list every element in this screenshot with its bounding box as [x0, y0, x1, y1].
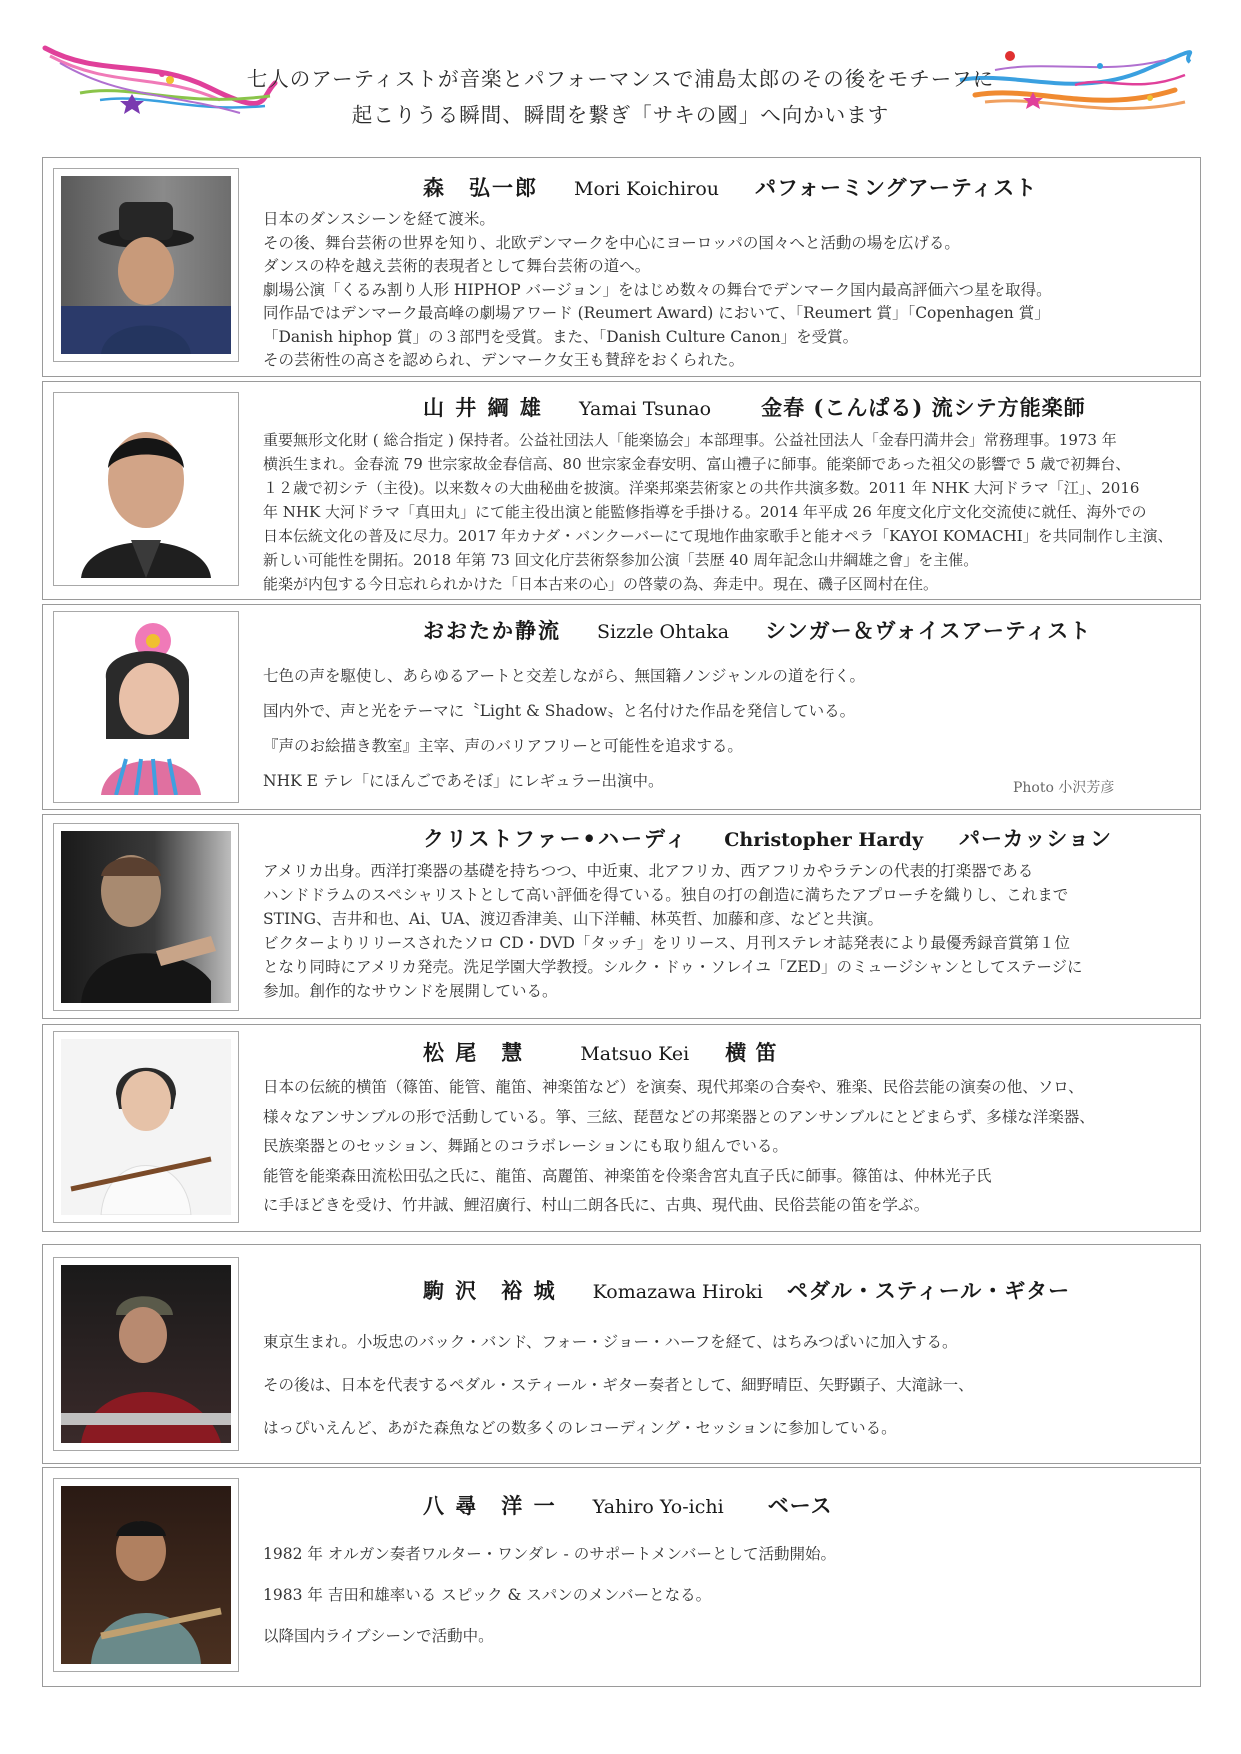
artist-card-hardy	[42, 814, 1201, 1019]
artist-card-mori	[42, 157, 1201, 377]
artist-bio	[263, 659, 865, 799]
artist-photo-frame	[53, 611, 239, 803]
artist-name-jp: 駒 沢 裕 城	[423, 1278, 557, 1303]
artist-title-row	[423, 1275, 1070, 1305]
artist-bio	[263, 859, 1083, 1003]
artist-photo-frame	[53, 1257, 239, 1451]
header	[0, 0, 1241, 150]
artist-name-jp: クリストファー•ハーディ	[423, 826, 689, 851]
artist-role: 金春 (こんぱる) 流シテ方能楽師	[761, 395, 1086, 420]
bio-line: 民族楽器とのセッション、舞踊とのコラボレーションにも取り組んでいる。	[263, 1137, 788, 1155]
artist-name-jp: おおたか静流	[423, 618, 561, 643]
artist-name-jp: 松 尾 慧	[423, 1040, 525, 1065]
bio-line: 年 NHK 大河ドラマ「真田丸」にて能主役出演と能監修指導を手掛ける。2014 年平成 26 年度文化庁文化交流使に就任、海外での	[263, 503, 1147, 521]
bio-line: 以降国内ライブシーンで活動中。	[263, 1627, 494, 1645]
artist-name-en: Komazawa Hiroki	[592, 1281, 763, 1303]
bio-line: 能楽が内包する今日忘れられかけた「日本古来の心」の啓蒙の為、奔走中。現在、磯子区岡村在住。	[263, 575, 939, 593]
bio-line: 重要無形文化財 ( 総合指定 ) 保持者。公益社団法人「能楽協会」本部理事。公益社団法人「金春円満井会」常務理事。1973 年	[263, 431, 1117, 449]
bio-line: に手ほどきを受け、竹井誠、鯉沼廣行、村山二朗各氏に、古典、現代曲、民俗芸能の笛を学ぶ。	[263, 1196, 930, 1214]
artist-bio	[263, 1321, 974, 1450]
artist-title-row	[423, 172, 1037, 202]
artist-bio	[263, 1073, 1095, 1221]
header-line-2: 起こりうる瞬間、瞬間を繋ぎ「サキの國」へ向かいます	[351, 103, 890, 127]
artist-photo-frame	[53, 392, 239, 586]
bio-line: 1982 年 オルガン奏者ワルター・ワンダレ - のサポートメンバーとして活動開始。	[263, 1545, 836, 1563]
bio-line: 1983 年 吉田和雄率いる スピック & スパンのメンバーとなる。	[263, 1586, 712, 1604]
bio-line: 七色の声を駆使し、あらゆるアートと交差しながら、無国籍ノンジャンルの道を行く。	[263, 667, 866, 685]
artist-photo-frame	[53, 1031, 239, 1223]
bio-line: 横浜生まれ。金春流 79 世宗家故金春信高、80 世宗家金春安明、富山禮子に師事。能楽師であった祖父の影響で 5 歳で初舞台、	[263, 455, 1131, 473]
artist-title-row	[423, 392, 1086, 422]
bio-line: ビクターよりリリースされたソロ CD・DVD「タッチ」をリリース、月刊ステレオ誌発表により最優秀録音賞第１位	[263, 934, 1070, 952]
bio-line: 国内外で、声と光をテーマに〝Light & Shadow〟と名付けた作品を発信している。	[263, 702, 856, 720]
artist-title-row	[423, 615, 1091, 645]
bio-line: 『声のお絵描き教室』主宰、声のバリアフリーと可能性を追求する。	[263, 737, 743, 755]
bio-line: アメリカ出身。西洋打楽器の基礎を持ちつつ、中近東、北アフリカ、西アフリカやラテンの代表的打楽器である	[263, 862, 1034, 880]
bio-line: その後、舞台芸術の世界を知り、北欧デンマークを中心にヨーロッパの国々へと活動の場を広げる。	[263, 233, 960, 252]
artist-photo-yamai	[61, 400, 231, 578]
artist-name-en: Sizzle Ohtaka	[597, 621, 730, 643]
artist-title-row	[423, 1490, 833, 1520]
bio-line: ダンスの枠を越え芸術的表現者として舞台芸術の道へ。	[263, 257, 651, 275]
bio-line: 様々なアンサンブルの形で活動している。箏、三絃、琵琶などの邦楽器とのアンサンブルにとどまらず、多様な洋楽器、	[263, 1107, 1095, 1126]
artist-photo-hardy	[61, 831, 231, 1003]
artist-role: パフォーミングアーティスト	[755, 175, 1038, 200]
bio-line: その後は、日本を代表するペダル・スティール・ギター奏者として、細野晴臣、矢野顕子、大滝詠一、	[263, 1376, 974, 1394]
artist-title-row	[423, 1037, 778, 1067]
artist-photo-yahiro	[61, 1486, 231, 1664]
artist-photo-frame	[53, 168, 239, 362]
bio-line: 日本のダンスシーンを経て渡米。	[263, 210, 495, 228]
artist-role: ベース	[767, 1493, 833, 1518]
bio-line: ハンドドラムのスペシャリストとして高い評価を得ている。独自の打の創造に満ちたアプローチを織りし、これまで	[263, 886, 1069, 904]
bio-line: 東京生まれ。小坂忠のバック・バンド、フォー・ジョー・ハーフを経て、はちみつぱいに加入する。	[263, 1333, 958, 1351]
artist-name-en: Matsuo Kei	[580, 1043, 690, 1065]
bio-line: 日本伝統文化の普及に尽力。2017 年カナダ・バンクーバーにて現地作曲家歌手と能オペラ「KAYOI KOMACHI」を共同制作し主演、	[263, 527, 1173, 545]
artist-photo-ohtaka	[61, 619, 231, 795]
artist-role: ペダル・スティール・ギター	[786, 1278, 1071, 1303]
artist-photo-frame	[53, 1478, 239, 1672]
bio-line: となり同時にアメリカ発売。洗足学園大学教授。シルク・ドゥ・ソレイユ「ZED」のミュージシャンとしてステージに	[263, 958, 1083, 976]
artist-card-komazawa	[42, 1244, 1201, 1464]
bio-line: STING、吉井和也、Ai、UA、渡辺香津美、山下洋輔、林英哲、加藤和彦、などと共演。	[263, 910, 883, 928]
artist-name-jp: 森 弘一郎	[423, 175, 538, 200]
bio-line: 日本の伝統的横笛（篠笛、能管、龍笛、神楽笛など）を演奏、現代邦楽の合奏や、雅楽、民俗芸能の演奏の他、ソロ、	[263, 1078, 1084, 1096]
artist-name-en: Yahiro Yo-ichi	[592, 1496, 724, 1518]
artist-bio	[263, 428, 1173, 596]
bio-line: １２歳で初シテ（主役)。以来数々の大曲秘曲を披演。洋楽邦楽芸術家との共作共演多数。2011 年 NHK 大河ドラマ「江」、2016	[263, 479, 1140, 497]
artist-card-ohtaka	[42, 604, 1201, 810]
artist-name-en: Yamai Tsunao	[578, 398, 712, 420]
artist-role: シンガー＆ヴォイスアーティスト	[765, 618, 1092, 643]
header-line-1: 七人のアーティストが音楽とパフォーマンスで浦島太郎のその後をモチーフに	[246, 67, 995, 91]
artist-card-yahiro	[42, 1467, 1201, 1687]
bio-line: 新しい可能性を開拓。2018 年第 73 回文化庁芸術祭参加公演「芸歴 40 周年記念山井綱雄之會」を主催。	[263, 551, 979, 569]
artist-bio	[263, 1534, 836, 1657]
photo-credit: Photo 小沢芳彦	[1013, 780, 1115, 796]
artist-card-matsuo	[42, 1024, 1201, 1232]
artist-role: 横 笛	[725, 1040, 778, 1065]
artist-photo-matsuo	[61, 1039, 231, 1215]
artist-name-jp: 山 井 綱 雄	[423, 395, 543, 420]
bio-line: その芸術性の高さを認められ、デンマーク女王も賛辞をおくられた。	[263, 351, 745, 369]
bio-line: 能管を能楽森田流松田弘之氏に、龍笛、高麗笛、神楽笛を伶楽舎宮丸直子氏に師事。篠笛は、仲林光子氏	[263, 1166, 992, 1185]
bio-line: 「Danish hiphop 賞」の３部門を受賞。また、「Danish Culture Canon」を受賞。	[263, 327, 859, 346]
bio-line: 参加。創作的なサウンドを展開している。	[263, 982, 558, 1000]
artist-name-en: Christopher Hardy	[724, 829, 924, 851]
bio-line: 同作品ではデンマーク最高峰の劇場アワード (Reumert Award) において、「Reumert 賞」「Copenhagen 賞」	[263, 304, 1050, 322]
artist-card-yamai	[42, 381, 1201, 600]
artist-photo-mori	[61, 176, 231, 354]
bio-line: はっぴいえんど、あがた森魚などの数多くのレコーディング・セッションに参加している。	[263, 1419, 897, 1437]
bio-line: NHK E テレ「にほんごであそぼ」にレギュラー出演中。	[263, 772, 664, 790]
artist-photo-komazawa	[61, 1265, 231, 1443]
artist-name-en: Mori Koichirou	[574, 178, 720, 200]
artist-name-jp: 八 尋 洋 一	[423, 1493, 557, 1518]
bio-line: 劇場公演「くるみ割り人形 HIPHOP バージョン」をはじめ数々の舞台でデンマーク国内最高評価六つ星を取得。	[263, 280, 1052, 299]
artist-role: パーカッション	[959, 826, 1112, 851]
artist-bio	[263, 208, 1052, 373]
artist-title-row	[423, 823, 1112, 853]
artist-photo-frame	[53, 823, 239, 1011]
